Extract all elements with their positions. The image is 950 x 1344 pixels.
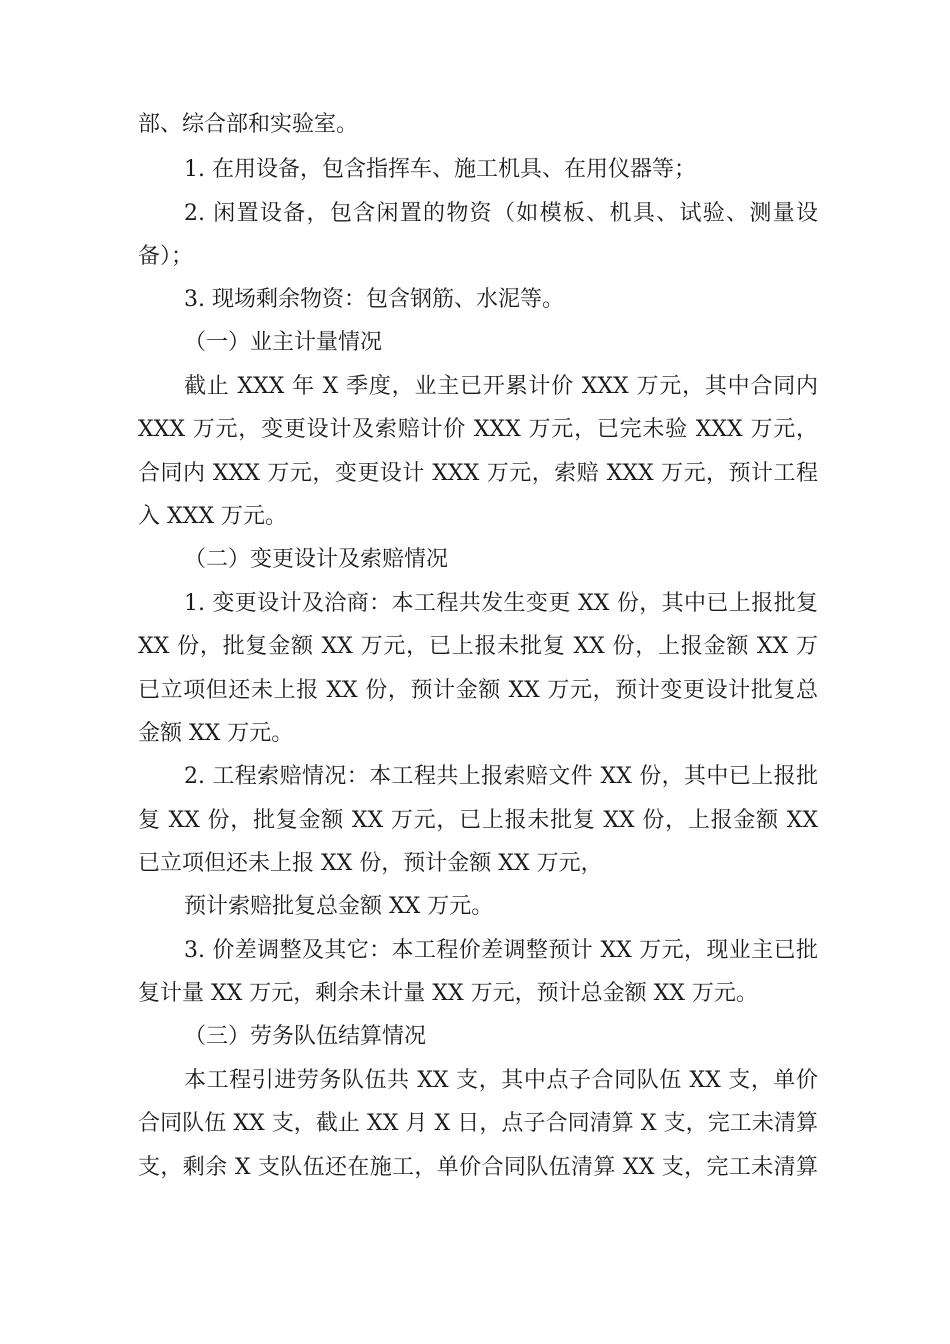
- paragraph-line: 入 XXX 万元。: [138, 504, 287, 529]
- paragraph-line: 2. 工程索赔情况：本工程共上报索赔文件 XX 份，其中已上报批: [184, 764, 818, 789]
- section-heading-change-and-claims: （二）变更设计及索赔情况: [184, 547, 449, 572]
- paragraph-line: 已立项但还未上报 XX 份，预计金额 XX 万元，预计变更设计批复总: [138, 678, 818, 703]
- paragraph-line: 支，剩余 X 支队伍还在施工，单价合同队伍清算 XX 支，完工未清算: [138, 1155, 818, 1180]
- paragraph-line: 预计索赔批复总金额 XX 万元。: [184, 894, 494, 919]
- paragraph-line: 截止 XXX 年 X 季度，业主已开累计价 XXX 万元，其中合同内: [184, 374, 818, 399]
- section-heading-owner-measurement: （一）业主计量情况: [184, 330, 383, 355]
- paragraph-line: XX 份，批复金额 XX 万元，已上报未批复 XX 份，上报金额 XX 万: [138, 634, 818, 659]
- paragraph-line: 合同内 XXX 万元，变更设计 XXX 万元，索赔 XXX 万元，预计工程: [138, 461, 818, 486]
- list-item-idle-equipment: 2. 闲置设备，包含闲置的物资（如模板、机具、试验、测量设: [184, 201, 818, 226]
- paragraph-line: 1. 变更设计及洽商：本工程共发生变更 XX 份，其中已上报批复: [184, 591, 818, 616]
- paragraph-line: 部、综合部和实验室。: [138, 112, 359, 137]
- paragraph-line: 合同队伍 XX 支，截止 XX 月 X 日，点子合同清算 X 支，完工未清算: [138, 1111, 818, 1136]
- paragraph-line: 备）；: [138, 244, 194, 269]
- list-item-in-use-equipment: 1. 在用设备，包含指挥车、施工机具、在用仪器等；: [184, 157, 696, 182]
- list-item-remaining-materials: 3. 现场剩余物资：包含钢筋、水泥等。: [184, 287, 564, 312]
- paragraph-line: XXX 万元，变更设计及索赔计价 XXX 万元，已完未验 XXX 万元，: [138, 417, 818, 442]
- paragraph-line: 复计量 XX 万元，剩余未计量 XX 万元，预计总金额 XX 万元。: [138, 981, 758, 1006]
- paragraph-line: 3. 价差调整及其它：本工程价差调整预计 XX 万元，现业主已批: [184, 938, 818, 963]
- paragraph-line: 复 XX 份，批复金额 XX 万元，已上报未批复 XX 份，上报金额 XX: [138, 808, 818, 833]
- paragraph-line: 本工程引进劳务队伍共 XX 支，其中点子合同队伍 XX 支，单价: [184, 1068, 818, 1093]
- paragraph-line: 已立项但还未上报 XX 份，预计金额 XX 万元，: [138, 851, 603, 876]
- paragraph-line: 金额 XX 万元。: [138, 721, 294, 746]
- section-heading-labor-settlement: （三）劳务队伍结算情况: [184, 1024, 427, 1049]
